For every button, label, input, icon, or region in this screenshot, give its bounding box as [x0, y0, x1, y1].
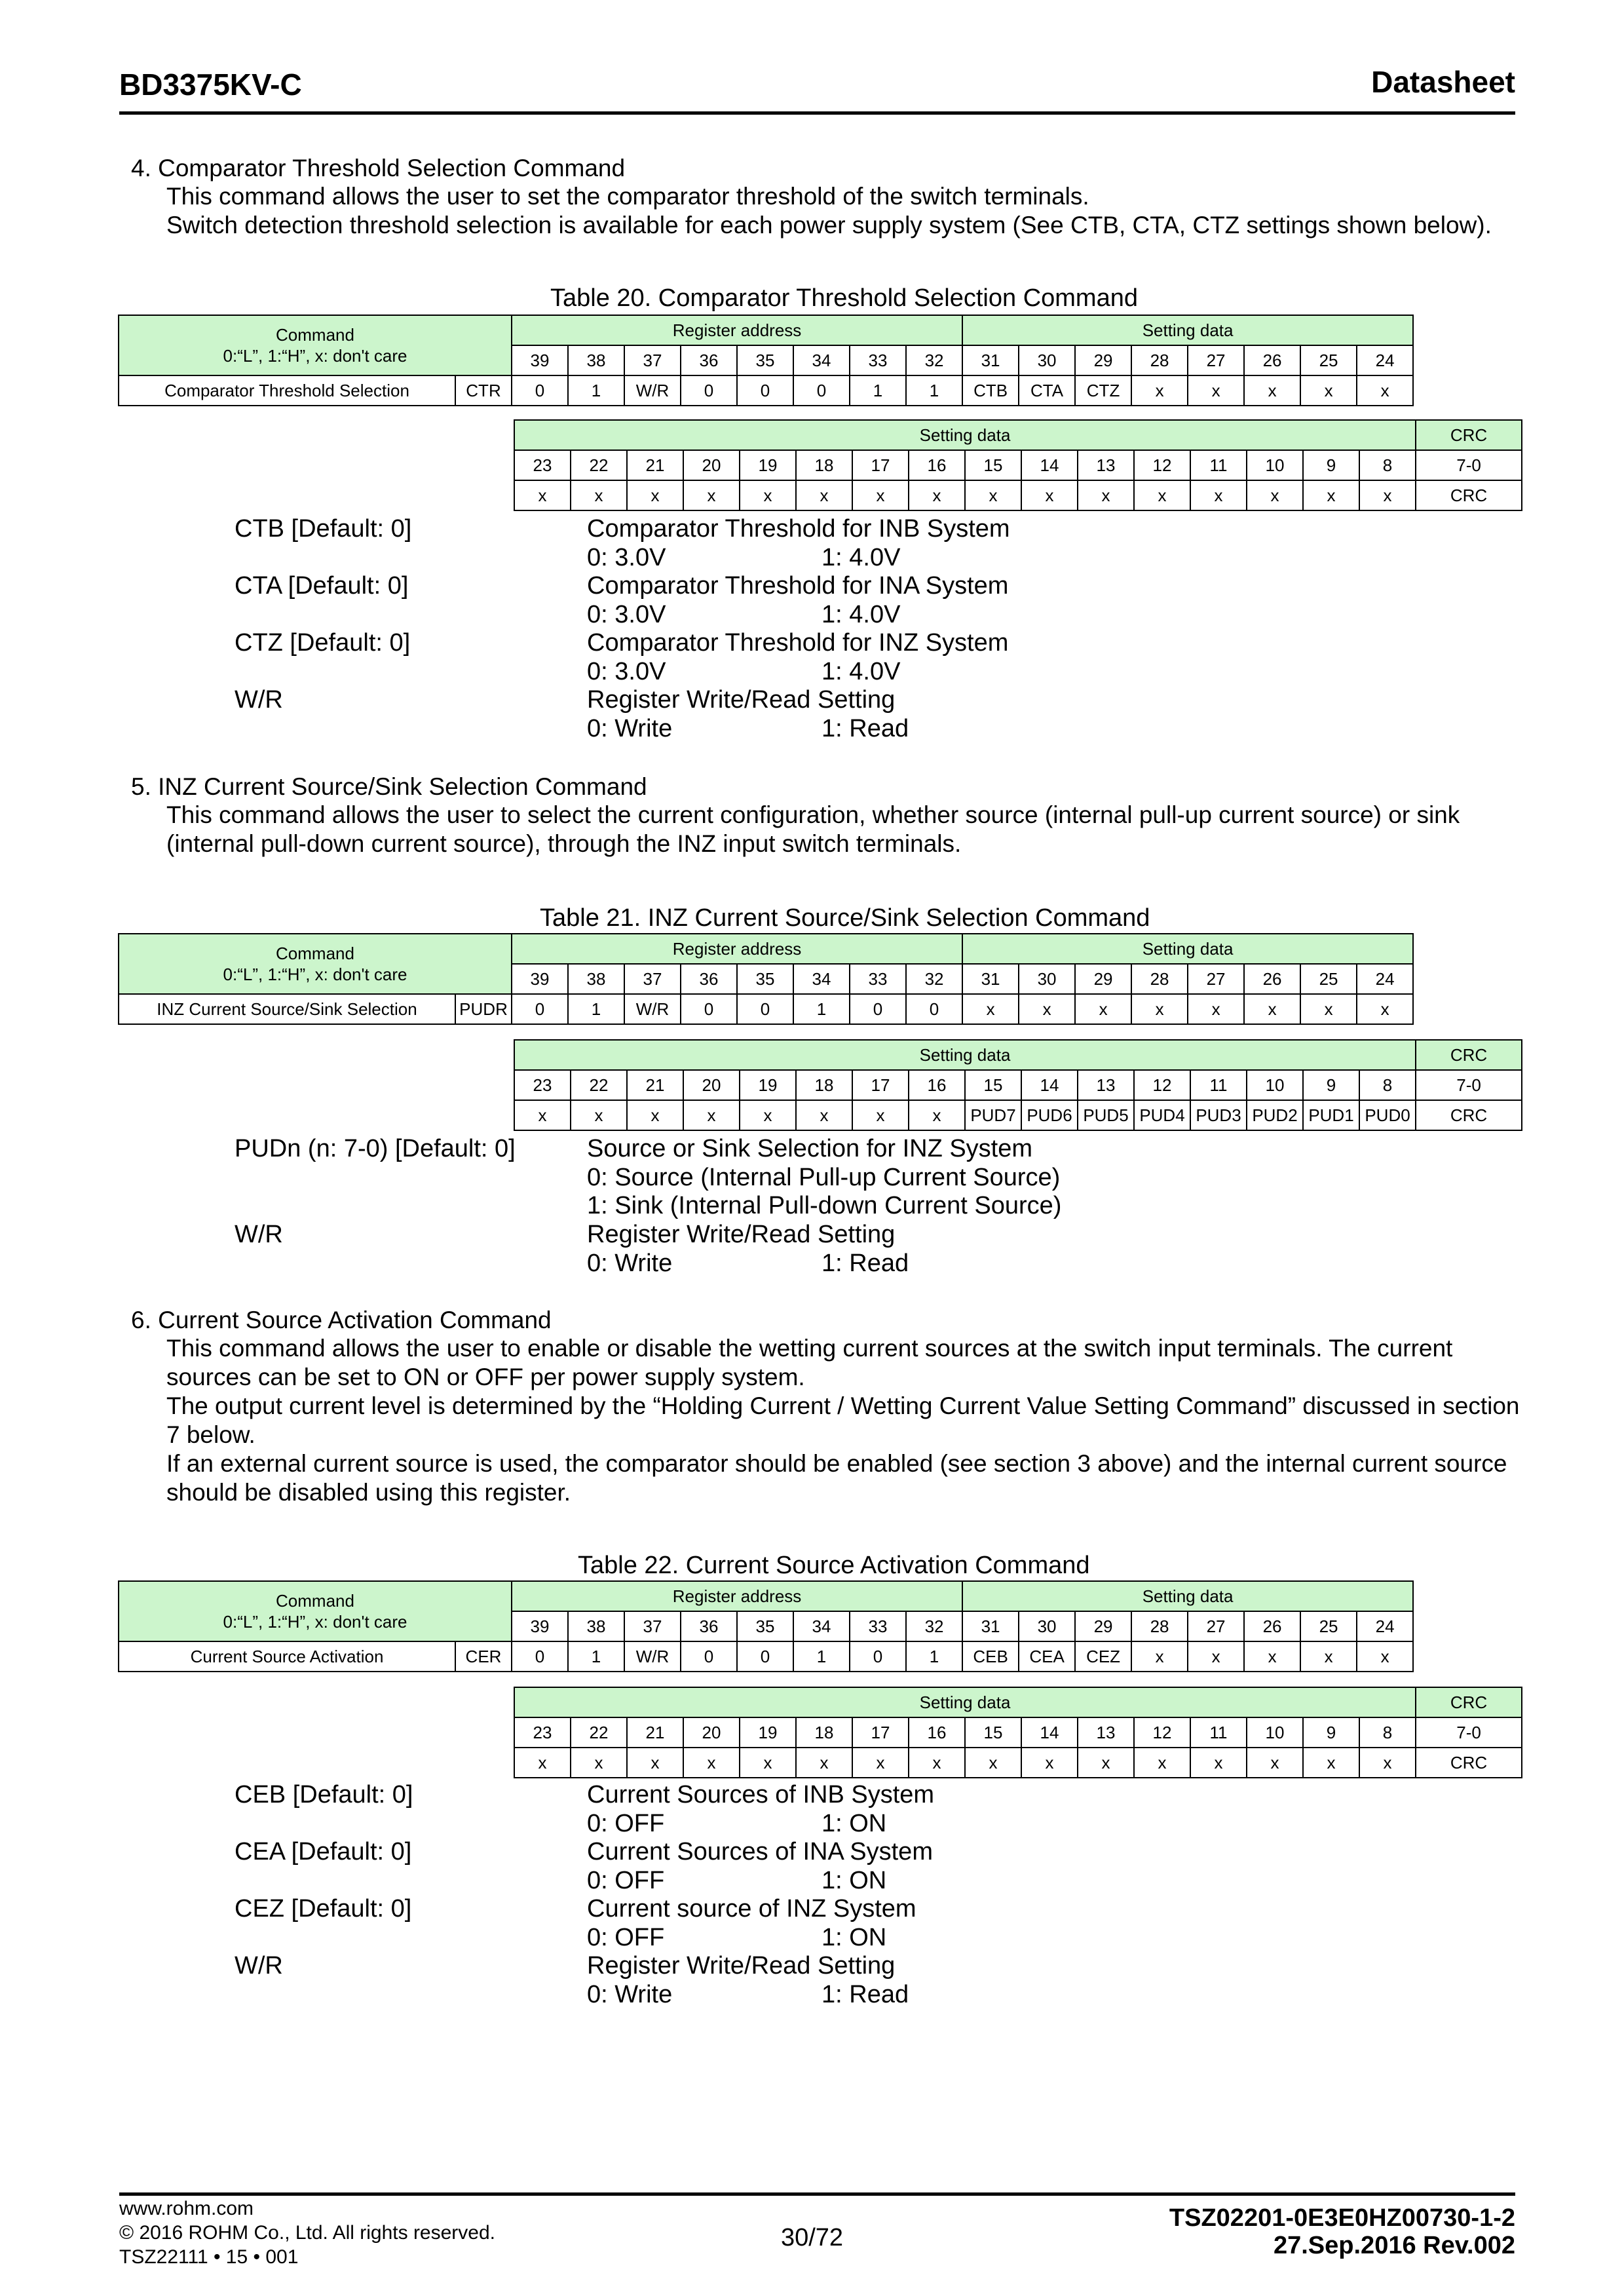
bit-value-cell: x — [1247, 480, 1303, 510]
bit-number-cell: 39 — [512, 1611, 568, 1641]
field-description: Current source of INZ System — [587, 1895, 916, 1923]
section-4-paragraph-2: Switch detection threshold selection is available for each power supply system (See CTB, CTA, CTZ settings shown below). — [166, 212, 1492, 239]
field-wr-opt1: 1: Read — [821, 1250, 909, 1277]
bit-number-cell: 8 — [1359, 450, 1416, 480]
bit-number-cell: 9 — [1303, 1070, 1359, 1100]
bit-value-cell: 0 — [906, 994, 962, 1024]
bit-value-cell: x — [796, 480, 852, 510]
bit-number-cell: 11 — [1190, 1717, 1247, 1748]
bit-number-cell: 35 — [737, 964, 793, 994]
bit-number-cell: 22 — [571, 1717, 627, 1748]
bit-value-cell: 0 — [512, 375, 568, 406]
section-4-title: 4. Comparator Threshold Selection Command — [131, 155, 626, 182]
bit-number-cell: 21 — [627, 1070, 683, 1100]
bit-number-cell: 34 — [793, 345, 850, 375]
bit-value-cell: x — [1190, 1748, 1247, 1778]
bit-number-cell: 11 — [1190, 1070, 1247, 1100]
bit-value-cell: x — [1357, 994, 1413, 1024]
bit-number-cell: 23 — [514, 1070, 571, 1100]
bit-value-cell: PUD3 — [1190, 1100, 1247, 1130]
bit-number-cell: 33 — [850, 345, 906, 375]
bit-number-cell: 38 — [568, 1611, 624, 1641]
bit-value-cell: x — [1359, 1748, 1416, 1778]
bit-value-cell: x — [1021, 480, 1078, 510]
bit-number-cell: 16 — [909, 1070, 965, 1100]
bit-number-cell: 27 — [1188, 1611, 1244, 1641]
bit-number-cell: 30 — [1019, 345, 1075, 375]
command-header — [119, 315, 512, 375]
bit-number-cell: 24 — [1357, 345, 1413, 375]
bit-value-cell: PUD1 — [1303, 1100, 1359, 1130]
bit-number-cell: 37 — [624, 1611, 681, 1641]
footer-page-number: 30/72 — [780, 2224, 844, 2251]
bit-value-cell: x — [571, 1100, 627, 1130]
bit-value-cell: W/R — [624, 375, 681, 406]
bit-number-cell: 9 — [1303, 1717, 1359, 1748]
bit-value-cell: x — [1078, 1748, 1134, 1778]
bit-number-cell: 18 — [796, 1717, 852, 1748]
bit-value-cell: x — [1134, 1748, 1190, 1778]
footer-doc-number: TSZ02201-0E3E0HZ00730-1-2 — [1169, 2204, 1515, 2232]
bit-number-cell: 29 — [1075, 1611, 1131, 1641]
setting-data-header: Setting data — [962, 1581, 1413, 1611]
field-option-1: 1: ON — [821, 1923, 887, 1951]
field-description: Current Sources of INB System — [587, 1781, 935, 1808]
bit-value-cell: x — [1359, 480, 1416, 510]
bit-value-cell: x — [1357, 1641, 1413, 1672]
command-header-legend: 0:“L”, 1:“H”, x: don't care — [223, 346, 407, 366]
bit-value-cell: 1 — [793, 1641, 850, 1672]
bit-number-cell: 21 — [627, 450, 683, 480]
bit-value-cell: 0 — [512, 994, 568, 1024]
bit-number-cell: 20 — [683, 1070, 740, 1100]
table-20-bottom — [514, 419, 1522, 511]
field-option-0: 0: Write — [587, 1980, 673, 2008]
bit-number-cell: 28 — [1131, 964, 1188, 994]
bit-number-cell: 36 — [681, 964, 737, 994]
section-4-paragraph-1: This command allows the user to set the comparator threshold of the switch terminals. — [166, 183, 1089, 210]
bit-number-cell: 30 — [1019, 1611, 1075, 1641]
bit-number-cell: 12 — [1134, 1070, 1190, 1100]
bit-number-cell: 33 — [850, 964, 906, 994]
bit-number-cell: 17 — [852, 1717, 909, 1748]
field-name: W/R — [235, 1952, 283, 1980]
bit-number-cell: 7-0 — [1416, 1070, 1522, 1100]
bit-value-cell: 1 — [568, 375, 624, 406]
bit-number-cell: 26 — [1244, 1611, 1300, 1641]
bit-number-cell: 38 — [568, 345, 624, 375]
bit-number-cell: 23 — [514, 450, 571, 480]
bit-number-cell: 12 — [1134, 1717, 1190, 1748]
bit-number-cell: 31 — [962, 1611, 1019, 1641]
field-option-1: 1: ON — [821, 1809, 887, 1837]
setting-data-header: Setting data — [514, 1687, 1416, 1717]
bit-value-cell: PUD2 — [1247, 1100, 1303, 1130]
bit-value-cell: CTB — [962, 375, 1019, 406]
bit-number-cell: 14 — [1021, 1070, 1078, 1100]
bit-number-cell: 26 — [1244, 345, 1300, 375]
bit-value-cell: CRC — [1416, 1748, 1522, 1778]
bit-value-cell: 1 — [906, 1641, 962, 1672]
section-6-paragraph-1: This command allows the user to enable or disable the wetting current sources at the switch input terminals. The current sources can be set to ON or OFF per power supply system. — [166, 1335, 1453, 1390]
bit-number-cell: 28 — [1131, 345, 1188, 375]
section-6-paragraph-2: The output current level is determined by the “Holding Current / Wetting Current Value Setting Command” discussed in section 7 below. — [166, 1392, 1520, 1448]
bit-number-cell: 30 — [1019, 964, 1075, 994]
bit-value-cell: x — [965, 1748, 1021, 1778]
bit-number-cell: 28 — [1131, 1611, 1188, 1641]
bit-number-cell: 15 — [965, 1070, 1021, 1100]
field-option-1: 1: 4.0V — [821, 543, 901, 571]
bit-value-cell: x — [1300, 1641, 1357, 1672]
bit-value-cell: PUD4 — [1134, 1100, 1190, 1130]
field-description: Register Write/Read Setting — [587, 1952, 896, 1980]
bit-value-cell: x — [740, 1748, 796, 1778]
bit-number-cell: 9 — [1303, 450, 1359, 480]
field-option-1: 1: Read — [821, 714, 909, 742]
bit-value-cell: 0 — [681, 1641, 737, 1672]
bit-value-cell: x — [1244, 1641, 1300, 1672]
bit-number-cell: 36 — [681, 345, 737, 375]
bit-number-cell: 35 — [737, 1611, 793, 1641]
bit-number-cell: 17 — [852, 1070, 909, 1100]
bit-number-cell: 19 — [740, 1070, 796, 1100]
field-option-0: 0: OFF — [587, 1809, 665, 1837]
bit-value-cell: x — [796, 1748, 852, 1778]
register-address-header: Register address — [512, 1581, 962, 1611]
footer-right — [1169, 2204, 1515, 2259]
table-21-caption: Table 21. INZ Current Source/Sink Selection Command — [540, 904, 1150, 932]
bit-value-cell: W/R — [624, 994, 681, 1024]
bit-value-cell: x — [1075, 994, 1131, 1024]
bit-value-cell: x — [962, 994, 1019, 1024]
bit-value-cell: CEB — [962, 1641, 1019, 1672]
bit-number-cell: 16 — [909, 450, 965, 480]
bit-value-cell: x — [1190, 480, 1247, 510]
bit-value-cell: CTZ — [1075, 375, 1131, 406]
command-abbr: CTR — [455, 375, 512, 406]
field-option-1: 1: Read — [821, 1980, 909, 2008]
field-option-0: 0: 3.0V — [587, 600, 666, 628]
bit-number-cell: 7-0 — [1416, 1717, 1522, 1748]
bit-value-cell: x — [683, 1748, 740, 1778]
register-address-header: Register address — [512, 934, 962, 964]
setting-data-header: Setting data — [514, 420, 1416, 450]
bit-value-cell: x — [1357, 375, 1413, 406]
bit-number-cell: 34 — [793, 1611, 850, 1641]
footer-copyright: © 2016 ROHM Co., Ltd. All rights reserved. — [119, 2222, 495, 2244]
header-part-number: BD3375KV-C — [119, 67, 302, 102]
bit-number-cell: 10 — [1247, 1070, 1303, 1100]
field-option-1: 1: ON — [821, 1866, 887, 1894]
bit-value-cell: x — [627, 480, 683, 510]
table-21-top — [118, 933, 1414, 1025]
bit-number-cell: 29 — [1075, 964, 1131, 994]
bit-number-cell: 23 — [514, 1717, 571, 1748]
crc-header: CRC — [1416, 1040, 1522, 1070]
field-wr-name: W/R — [235, 1221, 283, 1248]
bit-value-cell: PUD6 — [1021, 1100, 1078, 1130]
crc-header: CRC — [1416, 1687, 1522, 1717]
bit-value-cell: 0 — [850, 1641, 906, 1672]
field-option-0: 0: OFF — [587, 1923, 665, 1951]
bit-value-cell: 0 — [737, 994, 793, 1024]
bit-value-cell: PUD7 — [965, 1100, 1021, 1130]
bit-value-cell: CRC — [1416, 1100, 1522, 1130]
bit-value-cell: 1 — [568, 1641, 624, 1672]
bit-value-cell: x — [1131, 1641, 1188, 1672]
section-6-paragraph-3: If an external current source is used, the comparator should be enabled (see section 3 above) and the internal current source should be disabled using this register. — [166, 1450, 1507, 1506]
field-description: Comparator Threshold for INZ System — [587, 629, 1009, 657]
bit-number-cell: 20 — [683, 450, 740, 480]
footer-rule — [119, 2192, 1515, 2196]
field-name: CTA [Default: 0] — [235, 572, 409, 600]
bit-number-cell: 13 — [1078, 450, 1134, 480]
field-name: CTB [Default: 0] — [235, 515, 412, 543]
bit-number-cell: 26 — [1244, 964, 1300, 994]
bit-number-cell: 25 — [1300, 1611, 1357, 1641]
bit-value-cell: x — [1021, 1748, 1078, 1778]
bit-number-cell: 32 — [906, 964, 962, 994]
field-wr-desc: Register Write/Read Setting — [587, 1221, 896, 1248]
bit-value-cell: x — [514, 480, 571, 510]
bit-number-cell: 39 — [512, 964, 568, 994]
bit-value-cell: x — [1303, 480, 1359, 510]
bit-number-cell: 19 — [740, 450, 796, 480]
bit-number-cell: 36 — [681, 1611, 737, 1641]
bit-value-cell: x — [1247, 1748, 1303, 1778]
footer-doc-code: TSZ22111 • 15 • 001 — [119, 2246, 299, 2268]
bit-value-cell: x — [1131, 994, 1188, 1024]
command-name: Current Source Activation — [119, 1641, 455, 1672]
field-name: CEA [Default: 0] — [235, 1838, 412, 1866]
field-option-0: 0: 3.0V — [587, 543, 666, 571]
command-header-legend: 0:“L”, 1:“H”, x: don't care — [223, 965, 407, 984]
bit-value-cell: 0 — [737, 1641, 793, 1672]
bit-value-cell: x — [1300, 994, 1357, 1024]
bit-number-cell: 32 — [906, 1611, 962, 1641]
bit-number-cell: 17 — [852, 450, 909, 480]
bit-value-cell: CTA — [1019, 375, 1075, 406]
bit-number-cell: 7-0 — [1416, 450, 1522, 480]
bit-value-cell: x — [1300, 375, 1357, 406]
bit-value-cell: x — [852, 480, 909, 510]
bit-number-cell: 33 — [850, 1611, 906, 1641]
field-name: CEB [Default: 0] — [235, 1781, 413, 1808]
section-5-title: 5. INZ Current Source/Sink Selection Command — [131, 773, 647, 800]
bit-number-cell: 37 — [624, 345, 681, 375]
bit-value-cell: x — [627, 1748, 683, 1778]
bit-number-cell: 27 — [1188, 964, 1244, 994]
setting-data-header: Setting data — [962, 315, 1413, 345]
bit-number-cell: 14 — [1021, 450, 1078, 480]
field-option-0: 0: 3.0V — [587, 657, 666, 685]
bit-value-cell: 1 — [906, 375, 962, 406]
bit-value-cell: x — [740, 480, 796, 510]
bit-number-cell: 25 — [1300, 964, 1357, 994]
bit-number-cell: 12 — [1134, 450, 1190, 480]
field-description: Current Sources of INA System — [587, 1838, 933, 1866]
command-name: Comparator Threshold Selection — [119, 375, 455, 406]
bit-number-cell: 25 — [1300, 345, 1357, 375]
bit-number-cell: 8 — [1359, 1070, 1416, 1100]
bit-number-cell: 10 — [1247, 450, 1303, 480]
command-abbr: CER — [455, 1641, 512, 1672]
field-pudn-opt1: 1: Sink (Internal Pull-down Current Source) — [587, 1192, 1062, 1219]
table-20-top — [118, 315, 1414, 406]
bit-number-cell: 37 — [624, 964, 681, 994]
bit-value-cell: 0 — [681, 375, 737, 406]
bit-number-cell: 18 — [796, 450, 852, 480]
bit-value-cell: W/R — [624, 1641, 681, 1672]
field-name: CEZ [Default: 0] — [235, 1895, 412, 1923]
bit-value-cell: CRC — [1416, 480, 1522, 510]
field-name: CTZ [Default: 0] — [235, 629, 411, 657]
register-address-header: Register address — [512, 315, 962, 345]
bit-number-cell: 13 — [1078, 1717, 1134, 1748]
footer-website[interactable]: www.rohm.com — [119, 2198, 254, 2219]
bit-value-cell: x — [1019, 994, 1075, 1024]
bit-number-cell: 35 — [737, 345, 793, 375]
header-doc-type: Datasheet — [1371, 65, 1515, 99]
table-22-top — [118, 1580, 1414, 1672]
bit-value-cell: PUD0 — [1359, 1100, 1416, 1130]
field-description: Comparator Threshold for INA System — [587, 572, 1009, 600]
bit-value-cell: x — [683, 480, 740, 510]
command-header-label: Command — [276, 1591, 354, 1611]
bit-value-cell: 0 — [850, 994, 906, 1024]
command-header — [119, 1581, 512, 1641]
bit-value-cell: x — [1188, 375, 1244, 406]
bit-number-cell: 24 — [1357, 1611, 1413, 1641]
bit-value-cell: 0 — [737, 375, 793, 406]
bit-value-cell: x — [796, 1100, 852, 1130]
bit-number-cell: 15 — [965, 1717, 1021, 1748]
bit-number-cell: 19 — [740, 1717, 796, 1748]
bit-number-cell: 10 — [1247, 1717, 1303, 1748]
table-22-bottom — [514, 1687, 1522, 1778]
bit-number-cell: 27 — [1188, 345, 1244, 375]
section-5-paragraph-1: This command allows the user to select the current configuration, whether source (internal pull-up current source) or sink (internal pull-down current source), through the INZ input switch terminals. — [166, 801, 1460, 857]
bit-value-cell: x — [514, 1748, 571, 1778]
bit-number-cell: 14 — [1021, 1717, 1078, 1748]
bit-number-cell: 22 — [571, 1070, 627, 1100]
bit-value-cell: x — [965, 480, 1021, 510]
table-21-bottom — [514, 1039, 1522, 1131]
bit-value-cell: x — [852, 1748, 909, 1778]
bit-number-cell: 31 — [962, 345, 1019, 375]
field-description: Comparator Threshold for INB System — [587, 515, 1010, 543]
bit-number-cell: 38 — [568, 964, 624, 994]
bit-value-cell: PUD5 — [1078, 1100, 1134, 1130]
table-20-caption: Table 20. Comparator Threshold Selection Command — [550, 284, 1138, 312]
bit-value-cell: x — [571, 480, 627, 510]
command-name: INZ Current Source/Sink Selection — [119, 994, 455, 1024]
command-abbr: PUDR — [455, 994, 512, 1024]
bit-value-cell: x — [514, 1100, 571, 1130]
bit-number-cell: 34 — [793, 964, 850, 994]
command-header-label: Command — [276, 944, 354, 963]
bit-value-cell: 1 — [568, 994, 624, 1024]
bit-value-cell: x — [571, 1748, 627, 1778]
bit-number-cell: 29 — [1075, 345, 1131, 375]
field-pudn-desc: Source or Sink Selection for INZ System — [587, 1135, 1033, 1162]
field-option-1: 1: 4.0V — [821, 600, 901, 628]
crc-header: CRC — [1416, 420, 1522, 450]
bit-value-cell: x — [1188, 1641, 1244, 1672]
bit-number-cell: 39 — [512, 345, 568, 375]
bit-value-cell: x — [1134, 480, 1190, 510]
bit-value-cell: x — [683, 1100, 740, 1130]
bit-value-cell: 0 — [793, 375, 850, 406]
bit-value-cell: x — [740, 1100, 796, 1130]
bit-number-cell: 18 — [796, 1070, 852, 1100]
bit-value-cell: x — [1078, 480, 1134, 510]
bit-value-cell: 0 — [512, 1641, 568, 1672]
bit-value-cell: x — [909, 480, 965, 510]
bit-value-cell: x — [1131, 375, 1188, 406]
bit-number-cell: 22 — [571, 450, 627, 480]
command-header — [119, 934, 512, 994]
header-rule — [119, 111, 1515, 115]
field-option-0: 0: Write — [587, 714, 673, 742]
bit-number-cell: 20 — [683, 1717, 740, 1748]
table-22-caption: Table 22. Current Source Activation Command — [578, 1552, 1090, 1579]
bit-number-cell: 32 — [906, 345, 962, 375]
bit-value-cell: 1 — [793, 994, 850, 1024]
bit-value-cell: 1 — [850, 375, 906, 406]
bit-value-cell: CEZ — [1075, 1641, 1131, 1672]
bit-number-cell: 31 — [962, 964, 1019, 994]
bit-value-cell: x — [1244, 994, 1300, 1024]
command-header-legend: 0:“L”, 1:“H”, x: don't care — [223, 1612, 407, 1632]
bit-number-cell: 13 — [1078, 1070, 1134, 1100]
bit-value-cell: CEA — [1019, 1641, 1075, 1672]
field-pudn-name: PUDn (n: 7-0) [Default: 0] — [235, 1135, 516, 1162]
bit-value-cell: x — [1188, 994, 1244, 1024]
bit-number-cell: 24 — [1357, 964, 1413, 994]
setting-data-header: Setting data — [514, 1040, 1416, 1070]
bit-value-cell: x — [627, 1100, 683, 1130]
bit-number-cell: 8 — [1359, 1717, 1416, 1748]
command-header-label: Command — [276, 325, 354, 345]
field-description: Register Write/Read Setting — [587, 686, 896, 714]
field-pudn-opt0: 0: Source (Internal Pull-up Current Source) — [587, 1164, 1061, 1191]
bit-value-cell: x — [1244, 375, 1300, 406]
bit-number-cell: 11 — [1190, 450, 1247, 480]
bit-value-cell: x — [1303, 1748, 1359, 1778]
bit-number-cell: 15 — [965, 450, 1021, 480]
footer-date-rev: 27.Sep.2016 Rev.002 — [1273, 2232, 1515, 2259]
section-6-title: 6. Current Source Activation Command — [131, 1307, 552, 1333]
field-option-0: 0: OFF — [587, 1866, 665, 1894]
bit-value-cell: x — [909, 1100, 965, 1130]
bit-value-cell: x — [852, 1100, 909, 1130]
bit-value-cell: x — [909, 1748, 965, 1778]
field-option-1: 1: 4.0V — [821, 657, 901, 685]
bit-value-cell: 0 — [681, 994, 737, 1024]
bit-number-cell: 16 — [909, 1717, 965, 1748]
field-wr-opt0: 0: Write — [587, 1250, 673, 1277]
field-name: W/R — [235, 686, 283, 714]
bit-number-cell: 21 — [627, 1717, 683, 1748]
setting-data-header: Setting data — [962, 934, 1413, 964]
